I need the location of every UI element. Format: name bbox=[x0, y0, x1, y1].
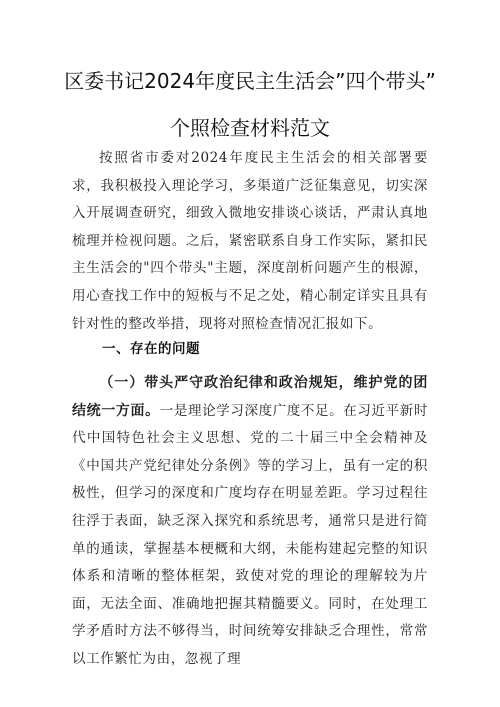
intro-paragraph: 按照省市委对2024年度民主生活会的相关部署要求，我积极投入理论学习，多渠道广泛征集意见，切实深入开展调查研究，细致入微地安排谈心谈话，严肃认真地梳理并检视问题。之后，紧密联系自身工作实际，紧扣民主生活会的"四个带头"主题，深度剖析问题产生的根源，用心查找工作中的短板与不足之处，精心制定详实且具有针对性的整改举措，现将对照检查情况汇报如下。 bbox=[72, 150, 428, 332]
subsection-text: 一是理论学习深度广度不足。在习近平新时代中国特色社会主义思想、党的二十届三中全会精神及《中国共产党纪律处分条例》等的学习上，虽有一定的积极性，但学习的深度和广度均存在明显差距。学习过程往往浮于表面，缺乏深入探究和系统思考，通常只是进行简单的通读，掌握基本梗概和大纲，未能构建起完整的知识体系和清晰的整体框架，致使对党的理论的理解较为片面，无法全面、准确地把握其精髓要义。同时，在处理工学矛盾时方法不够得当，时间统筹安排缺乏合理性，常常以工作繁忙为由，忽视了理 bbox=[72, 402, 428, 667]
document-title-line-2: 个照检查材料范文 bbox=[170, 116, 330, 140]
section-heading: 一、存在的问题 bbox=[102, 341, 200, 357]
subsection-paragraph bbox=[72, 370, 428, 674]
subsection-title: （一）带头严守政治纪律和政治规矩，维护党的团结统一方面。 bbox=[72, 375, 428, 419]
document-title-line-1: 区委书记2024年度民主生活会”四个带头” bbox=[64, 69, 436, 93]
